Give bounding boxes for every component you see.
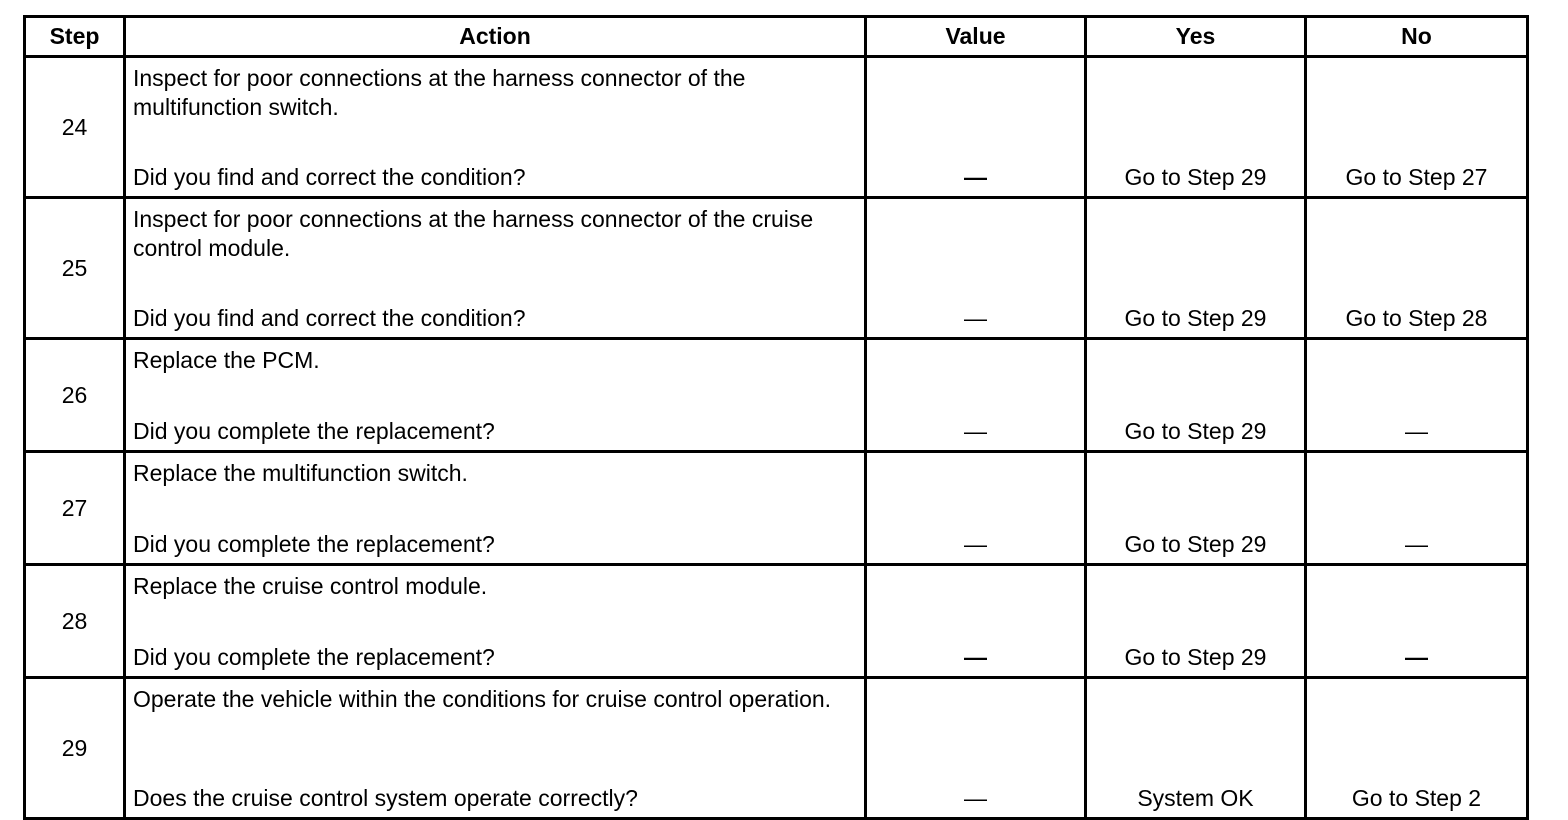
header-step: Step [25, 17, 125, 57]
table-row [25, 198, 1528, 339]
action-instruction: Inspect for poor connections at the harness connector of the cruise control module. [133, 206, 814, 261]
table-row [25, 339, 1528, 452]
value-cell: — [866, 339, 1086, 452]
table-row [25, 678, 1528, 819]
no-cell: — [1306, 339, 1528, 452]
header-value: Value [866, 17, 1086, 57]
action-instruction: Inspect for poor connections at the harness connector of the multifunction switch. [133, 65, 746, 120]
action-question: Did you find and correct the condition? [133, 164, 526, 190]
table-row [25, 565, 1528, 678]
action-question: Did you complete the replacement? [133, 531, 495, 557]
table-row [25, 452, 1528, 565]
step-number: 29 [25, 678, 125, 819]
value-cell: — [866, 198, 1086, 339]
action-question: Does the cruise control system operate correctly? [133, 785, 638, 811]
yes-cell: Go to Step 29 [1086, 339, 1306, 452]
header-action: Action [125, 17, 866, 57]
step-number: 25 [25, 198, 125, 339]
no-cell: — [1306, 565, 1528, 678]
action-instruction: Replace the cruise control module. [133, 573, 488, 599]
table-row [25, 57, 1528, 198]
no-cell: Go to Step 27 [1306, 57, 1528, 198]
action-cell [125, 565, 866, 678]
action-instruction: Replace the PCM. [133, 347, 320, 373]
yes-cell: Go to Step 29 [1086, 452, 1306, 565]
action-cell [125, 452, 866, 565]
yes-cell: Go to Step 29 [1086, 198, 1306, 339]
action-cell [125, 198, 866, 339]
action-cell [125, 678, 866, 819]
header-row [25, 17, 1528, 57]
action-question: Did you find and correct the condition? [133, 305, 526, 331]
no-cell: Go to Step 2 [1306, 678, 1528, 819]
value-cell: — [866, 452, 1086, 565]
action-instruction: Operate the vehicle within the conditions for cruise control operation. [133, 686, 832, 712]
value-cell: — [866, 678, 1086, 819]
step-number: 27 [25, 452, 125, 565]
action-question: Did you complete the replacement? [133, 644, 495, 670]
no-cell: — [1306, 452, 1528, 565]
step-number: 28 [25, 565, 125, 678]
header-no: No [1306, 17, 1528, 57]
header-yes: Yes [1086, 17, 1306, 57]
action-question: Did you complete the replacement? [133, 418, 495, 444]
yes-cell: Go to Step 29 [1086, 565, 1306, 678]
step-number: 24 [25, 57, 125, 198]
diagnostic-table [23, 15, 1529, 820]
step-number: 26 [25, 339, 125, 452]
action-cell [125, 339, 866, 452]
no-cell: Go to Step 28 [1306, 198, 1528, 339]
value-cell: — [866, 57, 1086, 198]
yes-cell: Go to Step 29 [1086, 57, 1306, 198]
action-cell [125, 57, 866, 198]
value-cell: — [866, 565, 1086, 678]
yes-cell: System OK [1086, 678, 1306, 819]
action-instruction: Replace the multifunction switch. [133, 460, 468, 486]
